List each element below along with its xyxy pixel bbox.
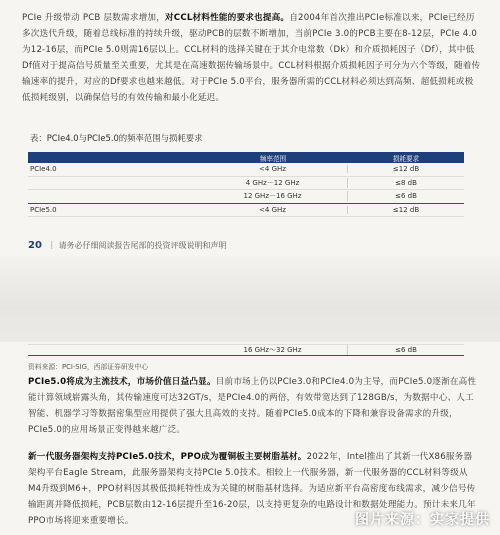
table-row	[28, 163, 464, 177]
paragraph3-heading: 新一代服务器架构支持PCIe5.0技术，PPO成为覆铜板主要树脂基材。	[28, 452, 307, 462]
paragraph2-body: 目前市场上仍以PCIe3.0和PCIe4.0为主导，而PCIe5.0逐渐在高性能计算领域崭露头角，其传输速度可达32GT/s，是PCIe4.0的两倍，有效带宽达到了128GB/s，为数据中心、人工智能、机器学习等数据密集型应用提供了强大且高效的支持。随着PCIe5.0成本的下降和兼容设备需求的升级，PCIe5.0的应用场景正变得越来越广泛。	[28, 377, 477, 435]
paragraph1-intro: PCIe 升级带动 PCB 层数需求增加，	[22, 13, 166, 23]
footer-disclaimer: ｜ 请务必仔细阅读报告尾部的投资评级说明和声明	[47, 241, 227, 250]
table-row	[28, 190, 464, 204]
page-number: 20	[28, 240, 42, 251]
paragraph1-body: 自2004年首次推出PCIe标准以来，PCIe已经历多次迭代升级，随着总线标准的持续升级，驱动PCB的层数不断增加，当前PCIe 3.0的PCB主要在8-12层，PCIe 4.0为12-16层，而PCIe 5.0则需16层以上。CCL材料的选择关键在于其介电常数（Dk）和介质损耗因子（Df），其中低Df值对于提高信号质量至关重要，尤其是在高速数据传输场景中。CCL材料根据介质损耗因子可分为六个等级，随着传输速率的提升，对应的Df要求也越来越低。对于PCIe 5.0平台，服务器所需的CCL材料必须达到高频、超低损耗或极低损耗级别，以确保信号的有效传输和最小化延迟。	[22, 13, 481, 103]
table-caption: 表：PCIe4.0与PCIe5.0的频率范围与损耗要求	[30, 133, 203, 143]
row-frequency: <4 GHz	[198, 206, 348, 214]
loss-table-continued	[28, 344, 464, 356]
row-frequency: <4 GHz	[198, 165, 348, 173]
paragraph2-heading: PCIe5.0将成为主流技术，市场价值日益凸显。	[28, 377, 216, 387]
page-footer	[28, 240, 226, 251]
table-row	[28, 344, 464, 356]
paragraph-pcie5-mainstream	[28, 374, 478, 438]
paragraph-pcb-layers	[22, 10, 482, 106]
row-frequency: 12 GHz－16 GHz	[198, 191, 348, 201]
loss-table	[28, 152, 464, 217]
table-source: 资料来源：PCI-SIG，西部证券研发中心	[28, 363, 149, 371]
row-loss: ≤12 dB	[392, 165, 420, 174]
row-frequency: 4 GHz－12 GHz	[198, 178, 348, 188]
header-frequency: 频率范围	[259, 154, 287, 163]
image-source-watermark: 图片来源：实家提供	[355, 512, 490, 528]
table-row	[28, 177, 464, 191]
row-group: PCIe5.0	[30, 205, 57, 214]
table-header	[28, 152, 464, 163]
table-row	[28, 204, 464, 218]
paragraph3-body: 2022年，Intel推出了其新一代X86服务器架构平台Eagle Stream，此服务器架构支持PCIe 5.0技术。相较上一代服务器，新一代服务器的CCL材料等级从M4升级到M6+，PPO材料因其极低损耗特性成为关键的树脂基材选择。为适应新平台高密度布线需求，减少信号传输距离并降低损耗，PCB层数由12-16层提升至16-20层，以支持更复杂的电路设计和数据处理能力。预计未来几年PPO市场将迎来重要增长。	[28, 452, 476, 526]
row-loss: ≤12 dB	[392, 205, 420, 214]
paragraph1-heading: 对CCL材料性能的要求也提高。	[165, 13, 290, 23]
row-loss: ≤6 dB	[395, 192, 417, 201]
row-loss: ≤6 dB	[395, 346, 417, 354]
page-fold-gap	[0, 256, 500, 342]
row-loss: ≤8 dB	[395, 178, 417, 187]
row-group: PCIe4.0	[30, 165, 57, 174]
header-loss: 损耗要求	[392, 154, 420, 163]
row-frequency: 16 GHz～32 GHz	[198, 345, 348, 355]
